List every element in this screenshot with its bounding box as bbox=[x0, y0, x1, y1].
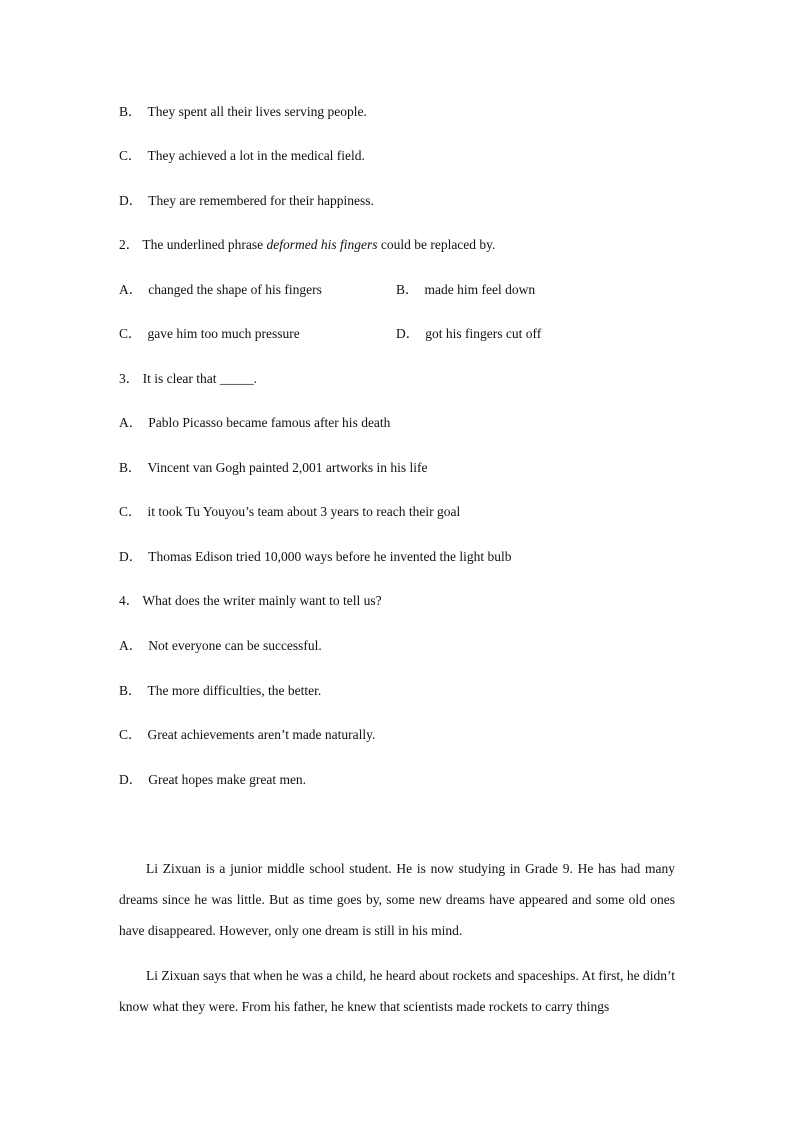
q4-option-b bbox=[119, 682, 321, 700]
q3-option-b bbox=[119, 459, 428, 477]
stem-text: It is clear that _____. bbox=[142, 371, 257, 386]
q1-option-b bbox=[119, 103, 367, 121]
option-text: it took Tu Youyou’s team about 3 years to reach their goal bbox=[147, 504, 461, 519]
option-marker: C． bbox=[119, 504, 142, 519]
q4-option-d bbox=[119, 771, 306, 789]
option-text: Thomas Edison tried 10,000 ways before he invented the light bulb bbox=[148, 549, 512, 564]
option-text: They achieved a lot in the medical field. bbox=[147, 148, 365, 163]
q3-option-d bbox=[119, 548, 512, 566]
q4-stem bbox=[119, 592, 382, 610]
option-marker: C． bbox=[119, 326, 142, 341]
option-text: Great hopes make great men. bbox=[148, 772, 307, 787]
option-text: gave him too much pressure bbox=[147, 326, 300, 341]
option-text: made him feel down bbox=[424, 282, 536, 297]
option-marker: B． bbox=[119, 104, 142, 119]
option-marker: B． bbox=[396, 282, 419, 297]
underlined-phrase: deformed his fingers bbox=[266, 237, 378, 252]
option-marker: D． bbox=[396, 326, 420, 341]
passage-paragraph-2 bbox=[119, 960, 675, 1022]
q4-option-c bbox=[119, 726, 375, 744]
q2-stem bbox=[119, 236, 495, 254]
option-marker: D． bbox=[119, 193, 143, 208]
q3-stem bbox=[119, 370, 257, 388]
option-marker: B． bbox=[119, 460, 142, 475]
q1-option-c bbox=[119, 147, 365, 165]
option-marker: A． bbox=[119, 282, 143, 297]
question-number: 3． bbox=[119, 371, 140, 386]
q4-option-a bbox=[119, 637, 322, 655]
q2-option-b bbox=[396, 281, 535, 299]
option-marker: D． bbox=[119, 772, 143, 787]
stem-text: What does the writer mainly want to tell us? bbox=[142, 593, 382, 608]
q2-option-c bbox=[119, 325, 300, 343]
question-number: 2． bbox=[119, 237, 140, 252]
q2-option-a bbox=[119, 281, 322, 299]
option-text: They spent all their lives serving people. bbox=[147, 104, 367, 119]
q3-option-a bbox=[119, 414, 390, 432]
option-marker: C． bbox=[119, 148, 142, 163]
passage-paragraph-1 bbox=[119, 853, 675, 946]
stem-after: could be replaced by. bbox=[380, 237, 496, 252]
option-text: Not everyone can be successful. bbox=[148, 638, 322, 653]
option-marker: D． bbox=[119, 549, 143, 564]
option-text: The more difficulties, the better. bbox=[147, 683, 322, 698]
option-marker: A． bbox=[119, 638, 143, 653]
question-number: 4． bbox=[119, 593, 140, 608]
option-marker: B． bbox=[119, 683, 142, 698]
option-text: got his fingers cut off bbox=[425, 326, 542, 341]
option-text: Pablo Picasso became famous after his death bbox=[148, 415, 391, 430]
stem-before: The underlined phrase bbox=[142, 237, 264, 252]
option-text: changed the shape of his fingers bbox=[148, 282, 322, 297]
q3-option-c bbox=[119, 503, 460, 521]
option-text: They are remembered for their happiness. bbox=[148, 193, 374, 208]
option-text: Vincent van Gogh painted 2,001 artworks in his life bbox=[147, 460, 428, 475]
q1-option-d bbox=[119, 192, 374, 210]
option-marker: A． bbox=[119, 415, 143, 430]
q2-option-d bbox=[396, 325, 541, 343]
option-marker: C． bbox=[119, 727, 142, 742]
option-text: Great achievements aren’t made naturally. bbox=[147, 727, 376, 742]
paragraph-text: Li Zixuan is a junior middle school student. He is now studying in Grade 9. He has had many dreams since he was little. But as time goes by, some new dreams have appeared and some old ones have disappeared. However, only one dream is still in his mind. bbox=[119, 861, 675, 938]
paragraph-text: Li Zixuan says that when he was a child, he heard about rockets and spaceships. At first, he didn’t know what they were. From his father, he knew that scientists made rockets to carry things bbox=[119, 968, 675, 1014]
